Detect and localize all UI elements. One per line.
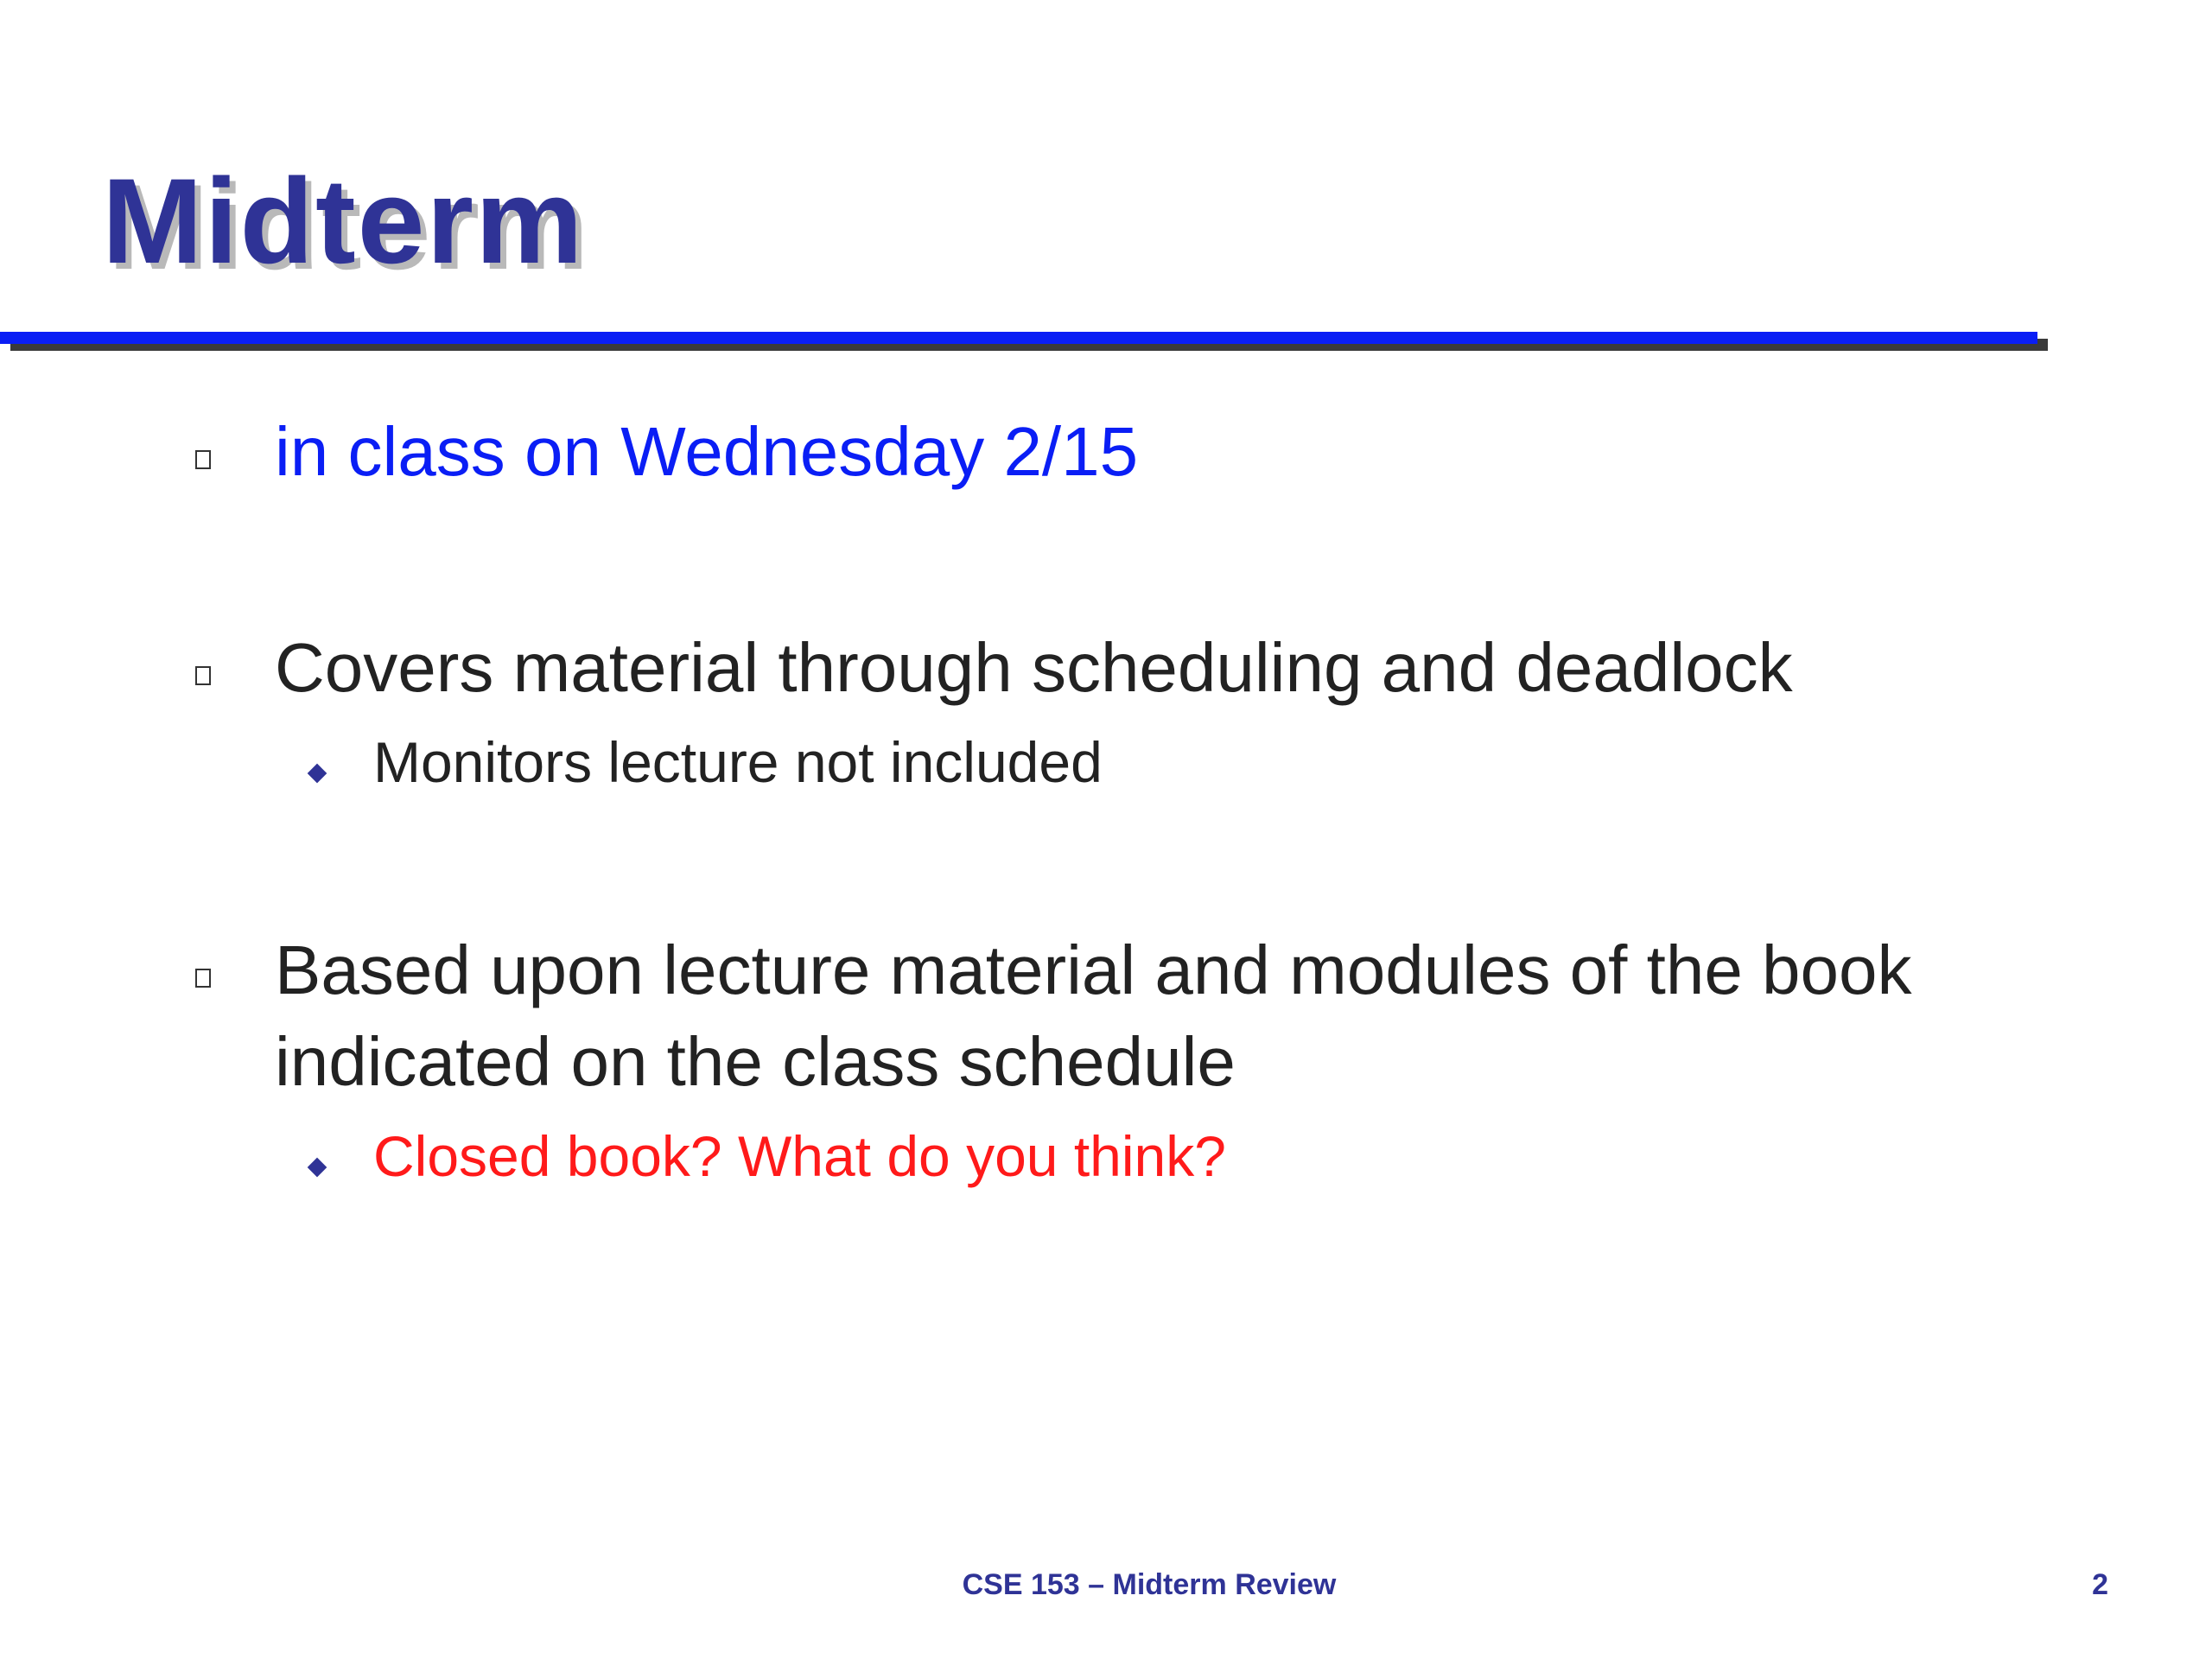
bullet-3-line-2: indicated on the class schedule [275, 1023, 1236, 1100]
square-bullet-icon [195, 666, 211, 685]
bullet-3-line-1: Based upon lecture material and modules of the book [275, 931, 1912, 1008]
page-number: 2 [2092, 1568, 2108, 1601]
square-bullet-icon [195, 450, 211, 469]
bullet-1-text: in class on Wednesday 2/15 [275, 413, 1139, 490]
bullet-3-sub-1-text: Closed book? What do you think? [373, 1124, 1226, 1188]
title-rule [0, 332, 2037, 344]
footer-title: CSE 153 – Midterm Review [962, 1568, 1337, 1601]
bullet-2-sub-1-text: Monitors lecture not included [373, 730, 1103, 794]
diamond-bullet-icon [308, 1158, 327, 1178]
bullet-2-text: Covers material through scheduling and deadlock [275, 629, 1793, 706]
diamond-bullet-icon [308, 764, 327, 784]
square-bullet-icon [195, 969, 211, 988]
slide-title: Midterm [102, 153, 585, 289]
